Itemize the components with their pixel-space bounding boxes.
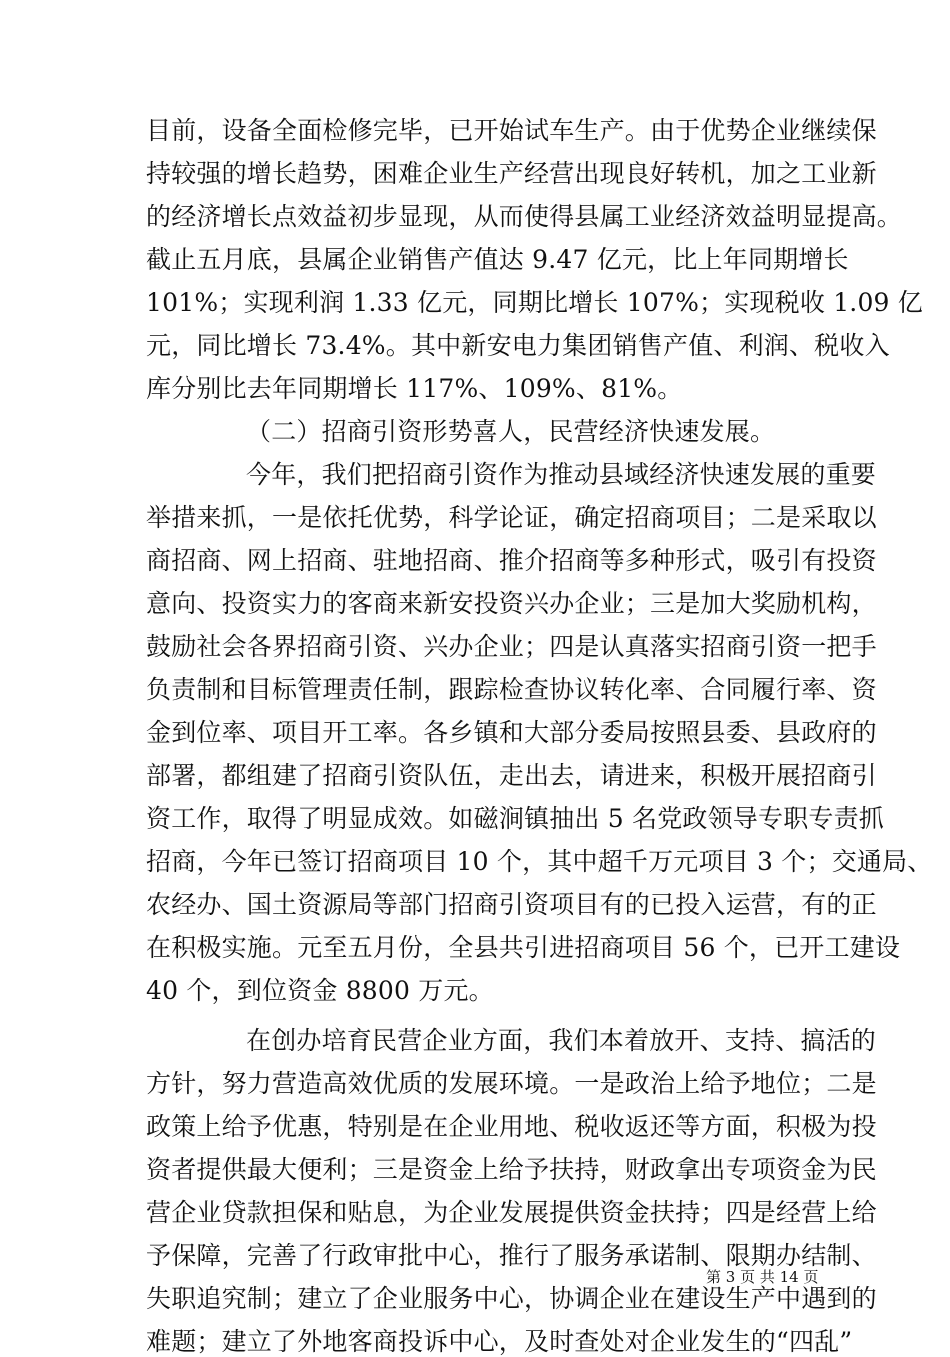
text-line: 举措来抓，一是依托优势，科学论证，确定招商项目；二是采取以 — [146, 503, 877, 532]
text-line: 营企业贷款担保和贴息，为企业发展提供资金扶持；四是经营上给 — [146, 1198, 877, 1227]
text-line: 元，同比增长 73.4%。其中新安电力集团销售产值、利润、税收入 — [146, 331, 890, 360]
text-line: 截止五月底，县属企业销售产值达 9.47 亿元，比上年同期增长 — [146, 245, 849, 274]
text-line: 在积极实施。元至五月份，全县共引进招商项目 56 个，已开工建设 — [146, 933, 901, 962]
text-line: 金到位率、项目开工率。各乡镇和大部分委局按照县委、县政府的 — [146, 718, 877, 747]
text-line: 40 个，到位资金 8800 万元。 — [146, 976, 494, 1005]
paragraph-first-line: 今年，我们把招商引资作为推动县域经济快速发展的重要 — [246, 460, 877, 489]
text-line: 予保障，完善了行政审批中心，推行了服务承诺制、限期办结制、 — [146, 1241, 877, 1270]
page-number: 第 3 页 共 14 页 — [706, 1268, 819, 1286]
text-line: 难题；建立了外地客商投诉中心，及时查处对企业发生的“四乱” — [146, 1327, 853, 1356]
paragraph-first-line: 在创办培育民营企业方面，我们本着放开、支持、搞活的 — [246, 1026, 877, 1055]
text-line: 部署，都组建了招商引资队伍，走出去，请进来，积极开展招商引 — [146, 761, 877, 790]
text-line: 意向、投资实力的客商来新安投资兴办企业；三是加大奖励机构， — [146, 589, 877, 618]
section-heading: （二）招商引资形势喜人，民营经济快速发展。 — [246, 417, 776, 446]
text-line: 方针，努力营造高效优质的发展环境。一是政治上给予地位；二是 — [146, 1069, 877, 1098]
text-line: 的经济增长点效益初步显现，从而使得县属工业经济效益明显提高。 — [146, 202, 903, 231]
text-line: 资工作，取得了明显成效。如磁涧镇抽出 5 名党政领导专职专责抓 — [146, 804, 885, 833]
text-line: 101%；实现利润 1.33 亿元，同期比增长 107%；实现税收 1.09 亿 — [146, 288, 924, 317]
text-line: 负责制和目标管理责任制，跟踪检查协议转化率、合同履行率、资 — [146, 675, 877, 704]
text-line: 鼓励社会各界招商引资、兴办企业；四是认真落实招商引资一把手 — [146, 632, 877, 661]
text-line: 失职追究制；建立了企业服务中心，协调企业在建设生产中遇到的 — [146, 1284, 877, 1313]
text-line: 目前，设备全面检修完毕，已开始试车生产。由于优势企业继续保 — [146, 116, 877, 145]
text-line: 持较强的增长趋势，困难企业生产经营出现良好转机，加之工业新 — [146, 159, 877, 188]
text-line: 招商，今年已签订招商项目 10 个，其中超千万元项目 3 个；交通局、 — [146, 847, 933, 876]
text-line: 政策上给予优惠，特别是在企业用地、税收返还等方面，积极为投 — [146, 1112, 877, 1141]
text-line: 资者提供最大便利；三是资金上给予扶持，财政拿出专项资金为民 — [146, 1155, 877, 1184]
text-line: 库分别比去年同期增长 117%、109%、81%。 — [146, 374, 683, 403]
text-line: 农经办、国土资源局等部门招商引资项目有的已投入运营，有的正 — [146, 890, 877, 919]
text-line: 商招商、网上招商、驻地招商、推介招商等多种形式，吸引有投资 — [146, 546, 877, 575]
